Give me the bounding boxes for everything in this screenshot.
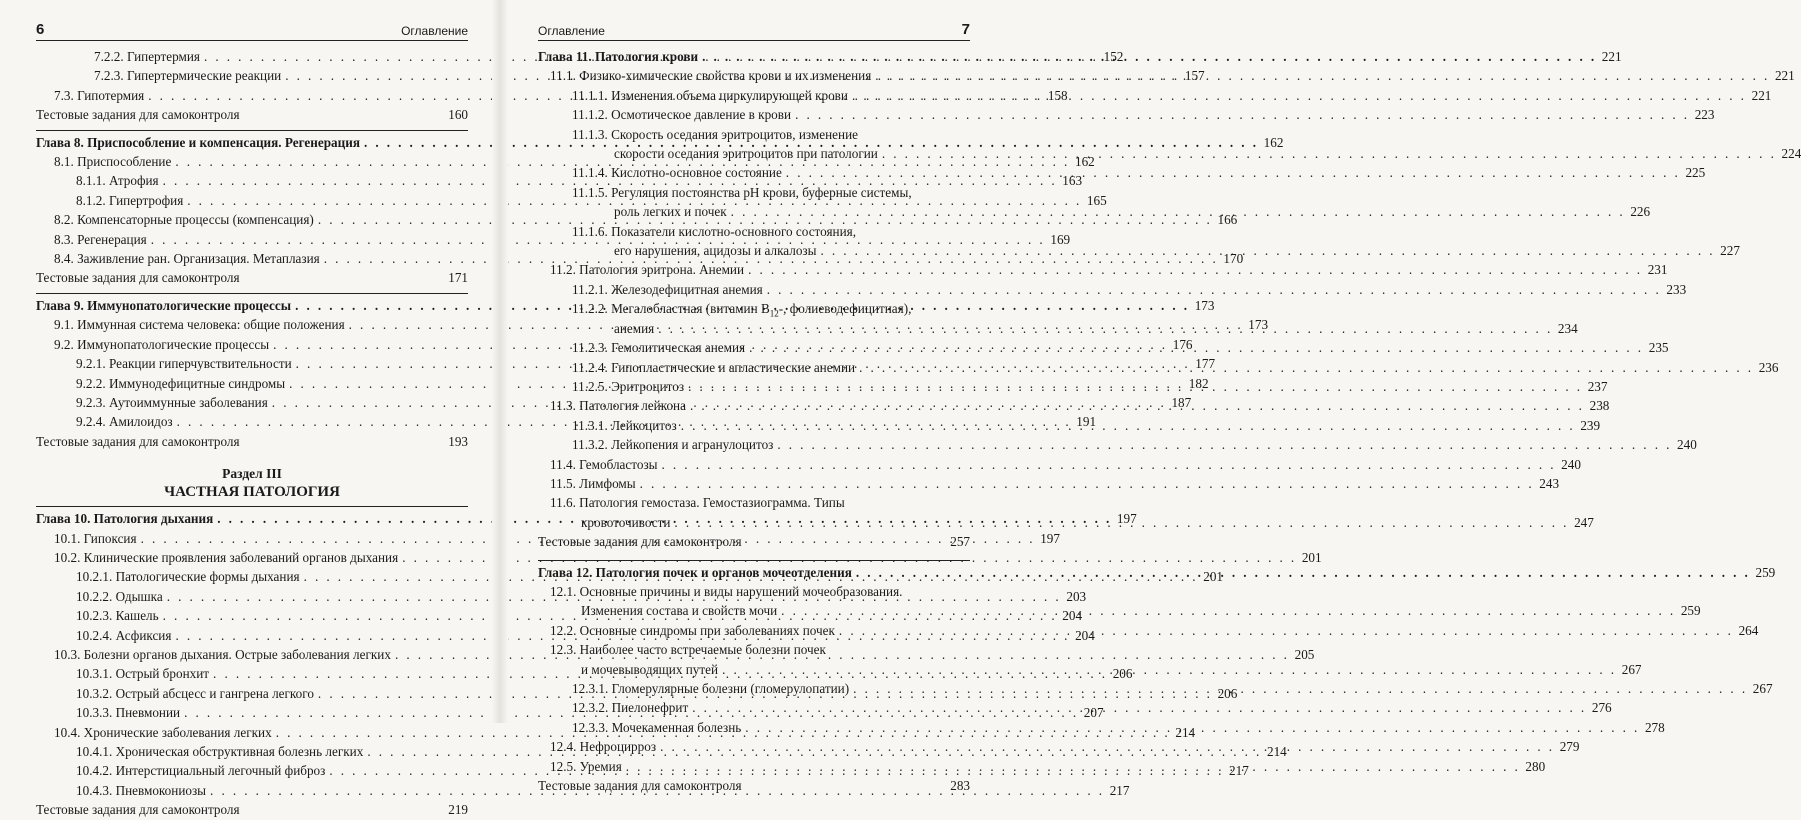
toc-entry[interactable]: 11.5. Лимфомы . . . 243 [538,474,970,493]
toc-entry[interactable]: 11.2.4. Гипопластические и апластические анемии . . . 236 [538,358,970,377]
toc-entry[interactable]: 12.5. Уремия . . . 280 [538,757,970,776]
book-gutter [492,0,508,723]
toc-entry[interactable]: 11.1.4. Кислотно-основное состояние . . . 225 [538,163,970,182]
toc-entry-line1[interactable]: 12.1. Основные причины и виды нарушений мочеобразования. [550,583,903,599]
toc-entry[interactable]: 8.1.1. Атрофия . . . 163 [36,171,468,190]
toc-entry[interactable]: 12.4. Нефроцирроз . . . 279 [538,737,970,756]
toc-entry[interactable]: 10.3.1. Острый бронхит . . . 206 [36,664,468,683]
toc-entry[interactable]: 10.3.2. Острый абсцесс и гангрена легкого . . . 206 [36,684,468,703]
left-running-head [36,22,468,41]
toc-entry-test[interactable]: Тестовые задания для самоконтроля 257 [538,534,970,550]
toc-entry[interactable]: 10.2.4. Асфиксия . . . 204 [36,626,468,645]
section-heading [36,465,468,501]
toc-entry[interactable]: 9.2.4. Амилоидоз . . . 191 [36,412,468,431]
toc-entry[interactable]: 9.2.1. Реакции гиперчувствительности . . . 177 [36,354,468,373]
toc-entry[interactable]: 7.2.2. Гипертермия . . . 152 [36,47,468,66]
section-title: ЧАСТНАЯ ПАТОЛОГИЯ [164,484,340,501]
toc-entry[interactable]: 11.1.2. Осмотическое давление в крови . . . 223 [538,105,970,124]
toc-entry[interactable]: 10.2. Клинические проявления заболеваний органов дыхания . . . 201 [36,548,468,567]
toc-chapter-10[interactable]: Глава 10. Патология дыхания . . . 197 [36,506,468,528]
toc-entry[interactable]: 10.2.2. Одышка . . . 203 [36,587,468,606]
toc-entry[interactable]: 11.1.1. Изменения объема циркулирующей крови . . . 221 [538,86,970,105]
subscript: 12 [769,308,779,319]
toc-entry[interactable]: 11.4. Гемобластозы . . . 240 [538,455,970,474]
toc-entry[interactable]: 8.1.2. Гипертрофия . . . 165 [36,191,468,210]
toc-entry[interactable]: 12.3.2. Пиелонефрит . . . 276 [538,698,970,717]
toc-entry[interactable]: скорости оседания эритроцитов при патологии . . . 224 [538,144,970,163]
toc-entry[interactable]: 8.3. Регенерация . . . 169 [36,230,468,249]
toc-entry[interactable]: 8.4. Заживление ран. Организация. Метаплазия . . . 170 [36,249,468,268]
toc-entry[interactable]: 10.4.2. Интерстициальный легочный фиброз . . . 217 [36,761,468,780]
toc-entry-line1[interactable]: 11.1.5. Регуляция постоянства pH крови, буферные системы, [572,184,912,200]
toc-entry[interactable]: 11.2.3. Гемолитическая анемия . . . 235 [538,338,970,357]
left-page-number: 6 [36,21,45,38]
toc-entry[interactable]: Изменения состава и свойств мочи . . . 259 [538,601,970,620]
toc-entry-line1[interactable]: 12.3. Наиболее часто встречаемые болезни почек [550,642,826,658]
toc-entry[interactable]: 9.2.3. Аутоиммунные заболевания . . . 187 [36,393,468,412]
toc-chapter-11[interactable]: Глава 11. Патология крови . . . 221 [538,47,970,66]
toc-entry[interactable]: 8.1. Приспособление . . . 162 [36,152,468,171]
right-page-number: 7 [961,21,970,38]
toc-entry-line1[interactable]: 11.1.6. Показатели кислотно-основного состояния, [572,223,857,239]
toc-entry[interactable]: анемия . . . 234 [538,319,970,338]
toc-entry[interactable]: 8.2. Компенсаторные процессы (компенсация) . . . 166 [36,210,468,229]
toc-entry[interactable]: 7.3. Гипотермия . . . 158 [36,86,468,105]
toc-entry-test[interactable]: Тестовые задания для самоконтроля 171 [36,270,468,286]
toc-entry[interactable]: 11.1. Физико-химические свойства крови и их изменения . . . 221 [538,66,970,85]
toc-entry[interactable]: 11.2.1. Железодефицитная анемия . . . 233 [538,280,970,299]
toc-entry[interactable]: 9.1. Иммунная система человека: общие положения . . . 173 [36,315,468,334]
toc-entry[interactable]: 11.2. Патология эритрона. Анемии . . . 231 [538,260,970,279]
toc-entry-test[interactable]: Тестовые задания для самоконтроля 283 [538,778,970,794]
toc-entry-test[interactable]: Тестовые задания для самоконтроля 160 [36,107,468,123]
toc-entry[interactable]: 9.2.2. Иммунодефицитные синдромы . . . 182 [36,374,468,393]
toc-entry[interactable]: 11.2.5. Эритроцитоз . . . 237 [538,377,970,396]
toc-entry[interactable]: 10.2.3. Кашель . . . 204 [36,606,468,625]
toc-entry[interactable]: 11.3.1. Лейкоцитоз . . . 239 [538,416,970,435]
right-running-title: Оглавление [538,24,605,38]
left-running-title: Оглавление [401,24,468,38]
toc-entry[interactable]: 11.3.2. Лейкопения и агранулоцитоз . . . 240 [538,435,970,454]
toc-chapter-9[interactable]: Глава 9. Иммунопатологические процессы . . . 173 [36,293,468,315]
toc-entry[interactable]: 10.3.3. Пневмонии . . . 207 [36,703,468,722]
toc-entry[interactable]: 11.3. Патология лейкона . . . 238 [538,396,970,415]
toc-entry[interactable]: 12.3.3. Мочекаменная болезнь . . . 278 [538,718,970,737]
toc-entry[interactable]: 12.2. Основные синдромы при заболеваниях почек . . . 264 [538,621,970,640]
toc-entry[interactable]: 10.4. Хронические заболевания легких . . . 214 [36,723,468,742]
right-running-head [538,22,970,41]
toc-entry-line1[interactable]: 11.1.3. Скорость оседания эритроцитов, изменение [572,126,858,142]
toc-entry[interactable]: и мочевыводящих путей . . . 267 [538,660,970,679]
toc-entry[interactable]: 12.3.1. Гломерулярные болезни (гломерулопатии) . . . 267 [538,679,970,698]
section-label: Раздел III [222,466,282,482]
toc-chapter-12[interactable]: Глава 12. Патология почек и органов мочеотделения . . . 259 [538,560,970,582]
toc-entry-test[interactable]: Тестовые задания для самоконтроля 193 [36,433,468,449]
toc-entry[interactable]: 10.4.1. Хроническая обструктивная болезнь легких . . . 214 [36,742,468,761]
toc-entry[interactable]: 10.4.3. Пневмокониозы . . . 217 [36,781,468,800]
toc-entry-test[interactable]: Тестовые задания для самоконтроля 219 [36,802,468,818]
toc-entry[interactable]: 7.2.3. Гипертермические реакции . . . 157 [36,66,468,85]
toc-entry[interactable]: кровоточивости . . . 247 [538,513,970,532]
toc-chapter-8[interactable]: Глава 8. Приспособление и компенсация. Регенерация . . . 162 [36,130,468,152]
toc-entry[interactable]: его нарушения, ацидозы и алкалозы . . . 227 [538,241,970,260]
toc-entry-line1[interactable]: 11.6. Патология гемостаза. Гемостазиограмма. Типы [550,495,845,511]
toc-entry[interactable]: 10.2.1. Патологические формы дыхания . . . 201 [36,567,468,586]
toc-entry[interactable]: роль легких и почек . . . 226 [538,202,970,221]
toc-entry[interactable]: 9.2. Иммунопатологические процессы . . . 176 [36,335,468,354]
toc-entry[interactable]: 10.1. Гипоксия . . . 197 [36,529,468,548]
toc-entry[interactable]: 10.3. Болезни органов дыхания. Острые заболевания легких . . . 205 [36,645,468,664]
toc-entry-line1[interactable]: 11.2.2. Мегалобластная (витамин $B_{12}-$, фолиеводефицитная), [572,301,912,319]
